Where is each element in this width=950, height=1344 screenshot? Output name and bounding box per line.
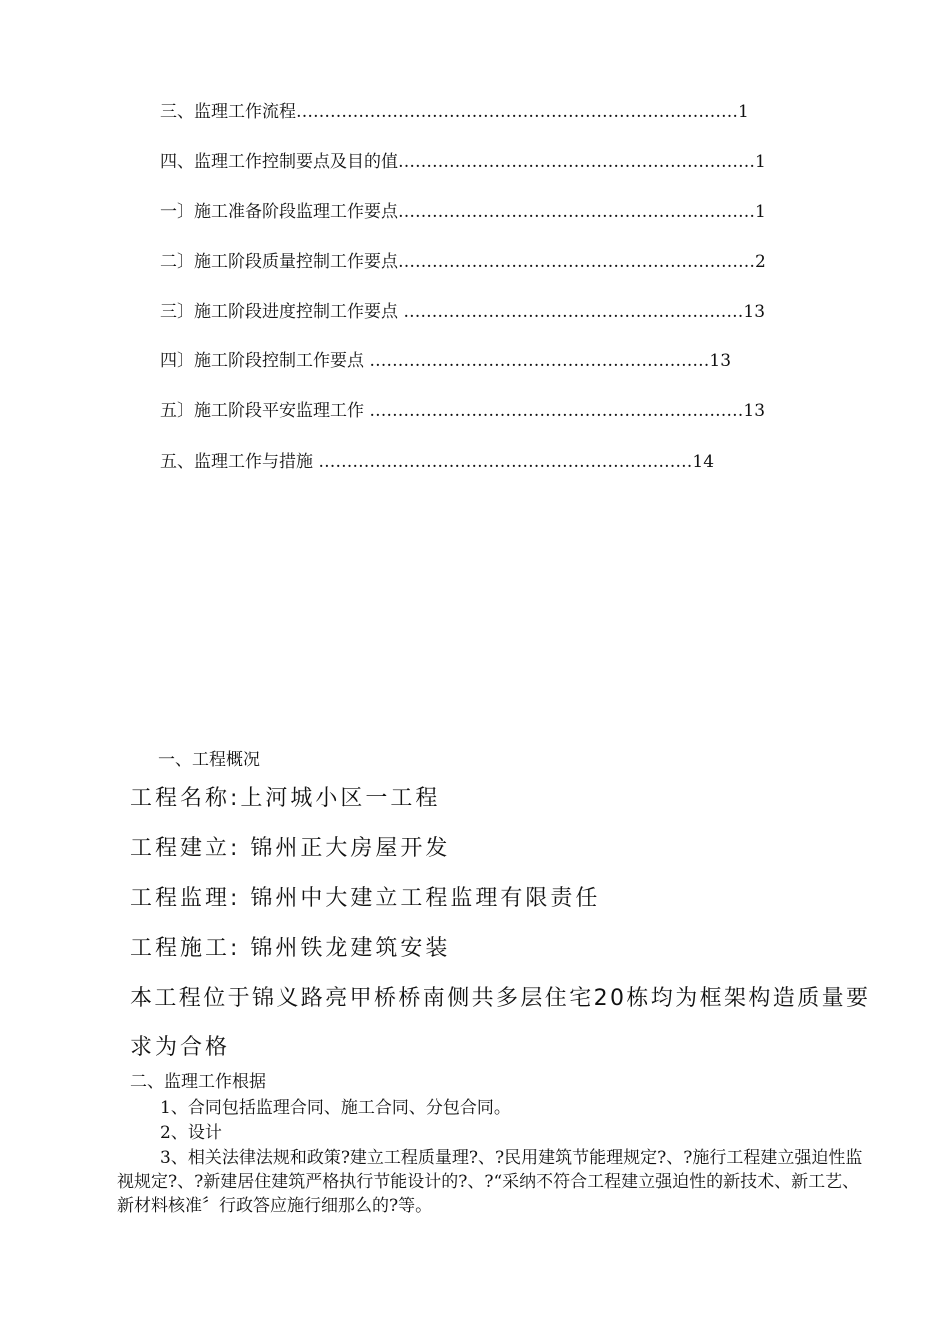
project-supervisor-line: 工程监理: 锦州中大建立工程监理有限责任 <box>130 886 601 911</box>
toc-entry-1[interactable]: 三、监理工作流程……………………………………………………………………1 <box>160 102 749 122</box>
toc-entry-6[interactable]: 四〕施工阶段控制工作要点 ……………………………………………………13 <box>160 351 732 371</box>
section-title-overview: 一、工程概况 <box>158 750 260 770</box>
project-name-line: 工程名称:上河城小区一工程 <box>130 786 441 811</box>
project-contractor-line: 工程施工: 锦州铁龙建筑安装 <box>130 936 451 961</box>
toc-entry-2[interactable]: 四、监理工作控制要点及目的值………………………………………………………1 <box>160 152 766 172</box>
toc-entry-3[interactable]: 一〕施工准备阶段监理工作要点………………………………………………………1 <box>160 202 766 222</box>
project-description-line-1: 本工程位于锦义路亮甲桥桥南侧共多层住宅20栋均为框架构造质量要 <box>130 986 871 1011</box>
toc-entry-5[interactable]: 三〕施工阶段进度控制工作要点 ……………………………………………………13 <box>160 302 766 322</box>
section-title-basis: 二、监理工作根据 <box>130 1072 266 1092</box>
toc-entry-4[interactable]: 二〕施工阶段质量控制工作要点………………………………………………………2 <box>160 252 766 272</box>
toc-entry-8[interactable]: 五、监理工作与措施 …………………………………………………………14 <box>160 452 715 472</box>
basis-item-1: 1、合同包括监理合同、施工合同、分包合同。 <box>160 1098 511 1118</box>
basis-item-3: 3、相关法律法规和政策?建立工程质量理?、?民用建筑节能理规定?、?施行工程建立强迫性监视规定?、?新建居住建筑严格执行节能设计的?、?“采纳不符合工程建立强迫性的新技术、新工艺、新材料核准〞行政答应施行细那么的?等。 <box>117 1148 863 1216</box>
toc-entry-7[interactable]: 五〕施工阶段平安监理工作 …………………………………………………………13 <box>160 401 766 421</box>
basis-item-2: 2、设计 <box>160 1123 222 1143</box>
project-description-line-2: 求为合格 <box>130 1035 231 1060</box>
project-developer-line: 工程建立: 锦州正大房屋开发 <box>130 836 451 861</box>
